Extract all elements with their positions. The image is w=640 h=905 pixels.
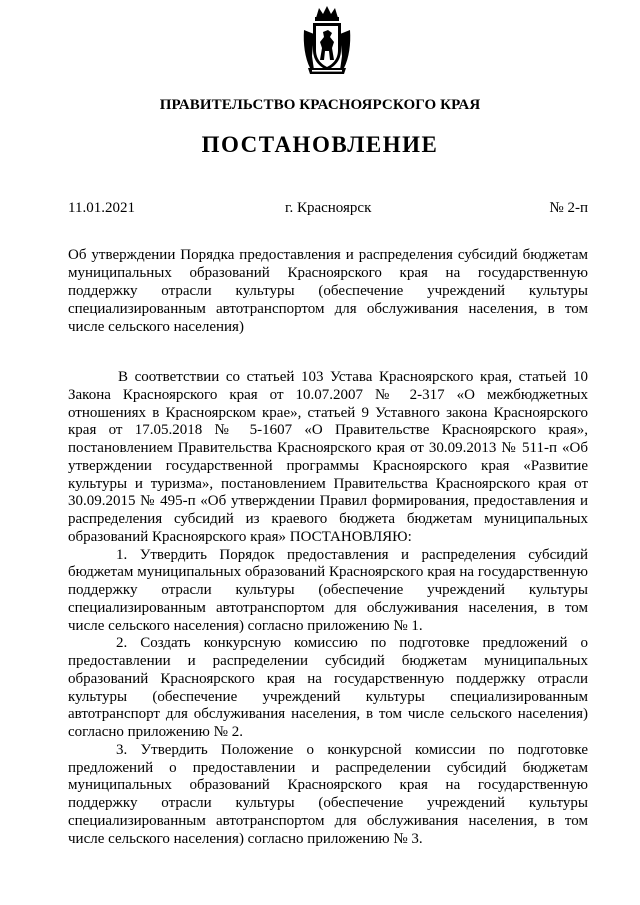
item-number: 1. (116, 546, 128, 563)
list-item (68, 742, 588, 849)
item-text: Утвердить Положение о конкурсной комиссии по подготовке предложений о предоставлении и распределении субсидий бюджетам муниципальных образований Красноярского края на государственную поддержку отрасли культуры (обеспечение учреждений культуры специализированным автотранспортом для обслуживания населения, в том числе сельского населения) согласно приложению № 3. (68, 741, 588, 847)
document-city: г. Красноярск (285, 200, 372, 216)
item-text: Создать конкурсную комиссию по подготовке предложений о предоставлении и распределении субсидий бюджетам муниципальных образований Красноярского края на государственную поддержку отрасли культуры (обеспечение учреждений культуры специализированным автотранспорт для обслуживания населения, в том числе сельского населения) согласно приложению № 2. (68, 635, 589, 740)
document-date: 11.01.2021 (68, 200, 135, 216)
document-subject: Об утверждении Порядка предоставления и распределения субсидий бюджетам муниципальных образований Красноярского края на государственную поддержку отрасли культуры (обеспечение учреждений культуры специализированным автотранспортом для обслуживания населения, в том числе сельского населения) (68, 247, 588, 335)
item-text: Утвердить Порядок предоставления и распределения субсидий бюджетам муниципальных образований Красноярского края на государственную поддержку отрасли культуры (обеспечение учреждений культуры специализированным автотранспортом для обслуживания населения, в том числе сельского населения) согласно приложению № 1. (68, 546, 588, 634)
item-number: 2. (116, 635, 128, 652)
document-body (68, 369, 588, 848)
preamble-paragraph: В соответствии со статьей 103 Устава Красноярского края, статьей 10 Закона Красноярского края от 10.07.2007 № 2-317 «О межбюджетных отношениях в Красноярском крае», статьей 9 Уставного закона Красноярского края от 17.05.2018 № 5-1607 «О Правительстве Красноярского края», постановлением Правительства Красноярского края от 30.09.2013 № 511-п «Об утверждении государственной программы Красноярского края «Развитие культуры и туризма», постановлением Правительства Красноярского края от 30.09.2015 № 495-п «Об утверждении Правил формирования, предоставления и распределения субсидий из краевого бюджета бюджетам муниципальных образований Красноярского края» ПОСТАНОВЛЯЮ: (68, 369, 588, 545)
document-type-title: ПОСТАНОВЛЕНИЕ (201, 132, 439, 157)
list-item (68, 547, 588, 636)
item-number: 3. (116, 741, 128, 758)
document-number: № 2-п (549, 200, 588, 216)
government-title: ПРАВИТЕЛЬСТВО КРАСНОЯРСКОГО КРАЯ (159, 97, 481, 113)
list-item (68, 635, 588, 742)
coat-of-arms-icon (302, 4, 352, 76)
